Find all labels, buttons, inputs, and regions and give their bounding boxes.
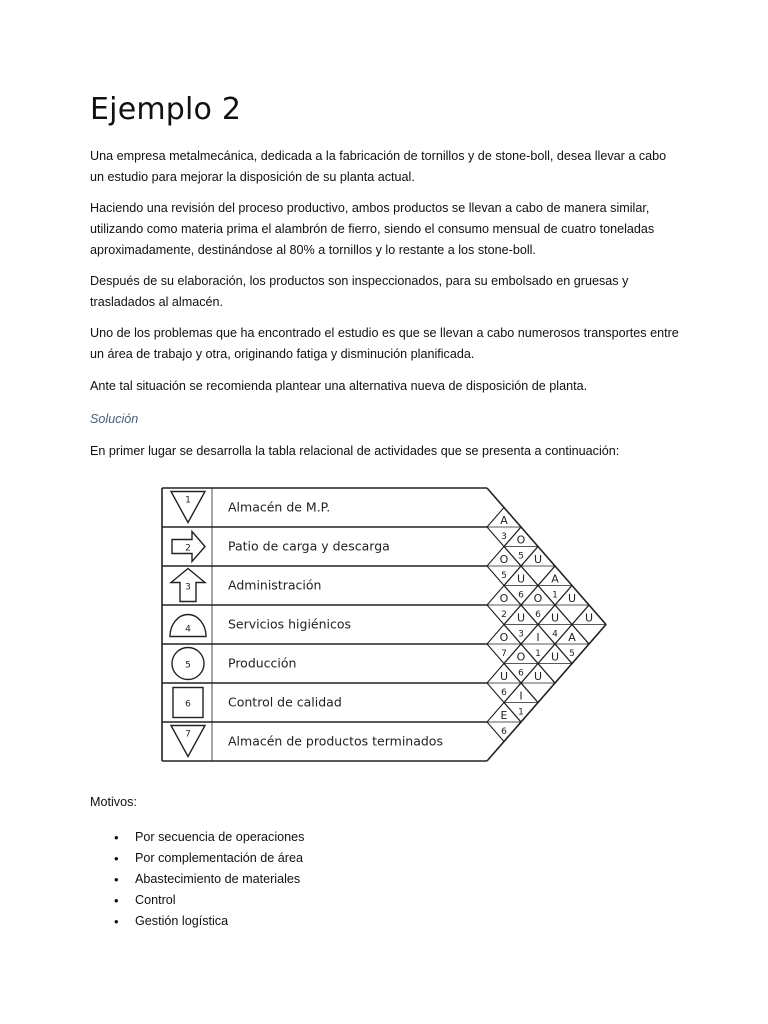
- circle-icon: [172, 648, 204, 680]
- inverted-triangle-icon: [171, 726, 205, 757]
- activity-number: 1: [185, 495, 191, 506]
- relation-letter: U: [533, 670, 543, 683]
- relation-letter: U: [550, 611, 560, 625]
- paragraph-5: Ante tal situación se recomienda plantear una alternativa nueva de disposición de planta.: [90, 379, 588, 393]
- activity-label: Patio de carga y descarga: [228, 538, 390, 554]
- list-item: • Abastecimiento de materiales: [90, 869, 304, 890]
- relation-letter: U: [516, 611, 526, 625]
- table-intro: En primer lugar se desarrolla la tabla relacional de actividades que se presenta a continuación:: [90, 444, 620, 458]
- relation-letter: I: [536, 631, 540, 644]
- relation-reason-code: 5: [518, 551, 524, 562]
- activity-number: 6: [185, 699, 191, 710]
- relation-letter: A: [551, 572, 559, 586]
- relation-reason-code: 6: [535, 610, 541, 620]
- activity-number: 7: [185, 729, 191, 740]
- activity-number: 5: [185, 660, 191, 671]
- solution-label: Solución: [90, 412, 139, 426]
- relation-reason-code: 6: [518, 590, 524, 601]
- relation-reason-code: 3: [518, 629, 524, 640]
- paragraph-1: Una empresa metalmecánica, dedicada a la fabricación de tornillos y de stone-boll, desea llevar a cabo un estudio para mejorar la disposición de su planta actual.: [90, 149, 667, 184]
- activity-number: 3: [185, 582, 191, 593]
- motivos-label: Motivos:: [90, 795, 137, 809]
- activity-label: Almacén de M.P.: [228, 499, 331, 515]
- relation-reason-code: 1: [552, 590, 558, 601]
- relation-letter: U: [533, 553, 543, 566]
- half-circle-icon: [170, 615, 206, 637]
- relation-letter: A: [500, 514, 508, 527]
- relation-letter: O: [499, 592, 509, 605]
- relation-letter: O: [533, 592, 543, 605]
- relation-letter: U: [584, 611, 594, 625]
- relation-reason-code: 2: [501, 610, 507, 620]
- activity-number: 2: [185, 543, 191, 554]
- relation-letter: O: [516, 533, 526, 547]
- relation-reason-code: 3: [501, 532, 507, 542]
- reasons-list: [90, 827, 304, 932]
- arrow-right-icon: [172, 532, 205, 562]
- relation-letter: A: [568, 631, 576, 644]
- relation-reason-code: 6: [518, 668, 524, 679]
- relation-letter: U: [567, 592, 577, 605]
- relation-reason-code: 7: [501, 649, 507, 659]
- relation-letter: U: [550, 650, 560, 664]
- activity-number: 4: [185, 624, 191, 635]
- relation-letter: O: [499, 553, 509, 566]
- list-item: • Por complementación de área: [90, 848, 304, 869]
- activity-label: Servicios higiénicos: [228, 616, 352, 632]
- activity-relationship-chart: [150, 484, 610, 779]
- square-icon: [173, 688, 203, 718]
- paragraph-3: Después de su elaboración, los productos son inspeccionados, para su embolsado en gruesas y trasladados al almacén.: [90, 274, 629, 309]
- relation-reason-code: 5: [569, 649, 575, 659]
- paragraph-2: Haciendo una revisión del proceso productivo, ambos productos se llevan a cabo de manera similar, utilizando como materia prima el alambrón de fierro, siendo el consumo mensual de cuatro toneladas aproximadamente, destinándose al 80% a tornillos y lo restante a los stone-boll.: [90, 201, 655, 257]
- list-item: • Por secuencia de operaciones: [90, 827, 304, 848]
- activity-label: Administración: [228, 577, 322, 593]
- relation-reason-code: 1: [535, 649, 541, 659]
- relation-letter: U: [499, 670, 509, 683]
- relation-letter: O: [499, 631, 509, 644]
- list-item: • Gestión logística: [90, 911, 304, 932]
- activity-label: Control de calidad: [228, 694, 342, 710]
- activity-symbols: [170, 492, 206, 757]
- inverted-triangle-icon: [171, 492, 205, 523]
- relation-letter: E: [500, 709, 508, 722]
- activity-label: Almacén de productos terminados: [228, 733, 443, 749]
- activity-labels: [228, 500, 443, 749]
- page-title: Ejemplo 2: [90, 92, 242, 127]
- relation-letter: I: [519, 689, 523, 703]
- relation-reason-code: 6: [501, 727, 507, 737]
- relation-reason-code: 6: [501, 688, 507, 698]
- relation-letter: O: [516, 650, 526, 664]
- relationship-cells: [487, 508, 606, 742]
- relation-reason-code: 4: [552, 629, 558, 640]
- activity-label: Producción: [228, 655, 297, 671]
- paragraph-4: Uno de los problemas que ha encontrado el estudio es que se llevan a cabo numerosos transportes entre un área de trabajo y otra, originando fatiga y disminución planificada.: [90, 326, 679, 361]
- arrow-up-icon: [171, 569, 205, 602]
- relation-letter: U: [516, 572, 526, 586]
- relation-reason-code: 5: [501, 571, 507, 581]
- relation-reason-code: 1: [518, 707, 524, 718]
- list-item: • Control: [90, 890, 304, 911]
